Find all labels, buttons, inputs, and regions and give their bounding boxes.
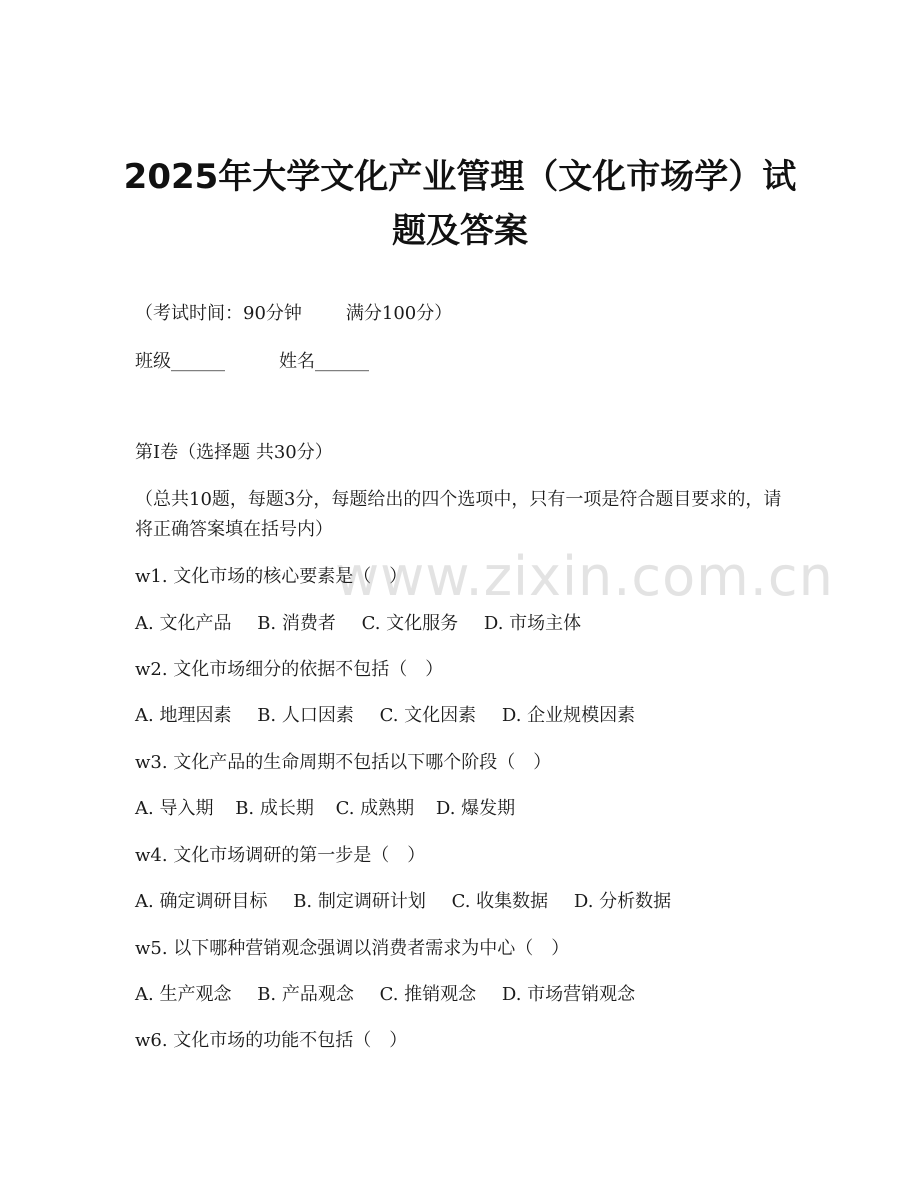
question-stem: w1. 文化市场的核心要素是（ ） bbox=[135, 566, 408, 587]
option-c: C. 收集数据 bbox=[451, 891, 549, 912]
exam-info bbox=[135, 301, 452, 327]
student-fields bbox=[135, 349, 369, 375]
class-field: 班级______ bbox=[135, 351, 225, 372]
option-b: B. 制定调研计划 bbox=[293, 891, 426, 912]
question-options bbox=[135, 796, 515, 822]
option-c: C. 推销观念 bbox=[379, 984, 477, 1005]
question-stem: w3. 文化产品的生命周期不包括以下哪个阶段（ ） bbox=[135, 752, 552, 773]
option-a: A. 确定调研目标 bbox=[135, 891, 268, 912]
option-b: B. 人口因素 bbox=[257, 705, 354, 726]
option-b: B. 消费者 bbox=[257, 613, 336, 634]
option-a: A. 生产观念 bbox=[135, 984, 232, 1005]
question-stem: w6. 文化市场的功能不包括（ ） bbox=[135, 1030, 408, 1051]
watermark: www.zixin.com.cn bbox=[335, 545, 834, 608]
option-d: D. 企业规模因素 bbox=[501, 705, 636, 726]
option-b: B. 产品观念 bbox=[257, 984, 354, 1005]
option-a: A. 地理因素 bbox=[135, 705, 232, 726]
option-c: C. 文化因素 bbox=[379, 705, 477, 726]
option-a: A. 导入期 bbox=[135, 798, 214, 819]
question-stem: w2. 文化市场细分的依据不包括（ ） bbox=[135, 659, 444, 680]
question-stem: w5. 以下哪种营销观念强调以消费者需求为中心（ ） bbox=[135, 938, 570, 959]
option-d: D. 市场营销观念 bbox=[501, 984, 636, 1005]
question-stem: w4. 文化市场调研的第一步是（ ） bbox=[135, 845, 426, 866]
question-options bbox=[135, 982, 635, 1008]
question-options bbox=[135, 703, 635, 729]
exam-full-score: 满分100分） bbox=[345, 303, 453, 324]
option-d: D. 分析数据 bbox=[573, 891, 672, 912]
option-c: C. 成熟期 bbox=[335, 798, 415, 819]
section-heading: 第Ⅰ卷（选择题 共30分） bbox=[135, 442, 333, 463]
question-options bbox=[135, 611, 581, 637]
name-field: 姓名______ bbox=[279, 351, 369, 372]
section-instructions: （总共10题，每题3分，每题给出的四个选项中，只有一项是符合题目要求的，请将正确答案填在括号内） bbox=[135, 489, 782, 540]
exam-time: （考试时间：90分钟 bbox=[135, 303, 302, 324]
question-options bbox=[135, 889, 671, 915]
document-title-line-1: 2025年大学文化产业管理（文化市场学）试 bbox=[123, 157, 797, 197]
option-a: A. 文化产品 bbox=[135, 613, 232, 634]
option-d: D. 爆发期 bbox=[435, 798, 516, 819]
option-d: D. 市场主体 bbox=[483, 613, 582, 634]
option-b: B. 成长期 bbox=[235, 798, 314, 819]
option-c: C. 文化服务 bbox=[361, 613, 459, 634]
document-title-line-2: 题及答案 bbox=[392, 211, 528, 251]
